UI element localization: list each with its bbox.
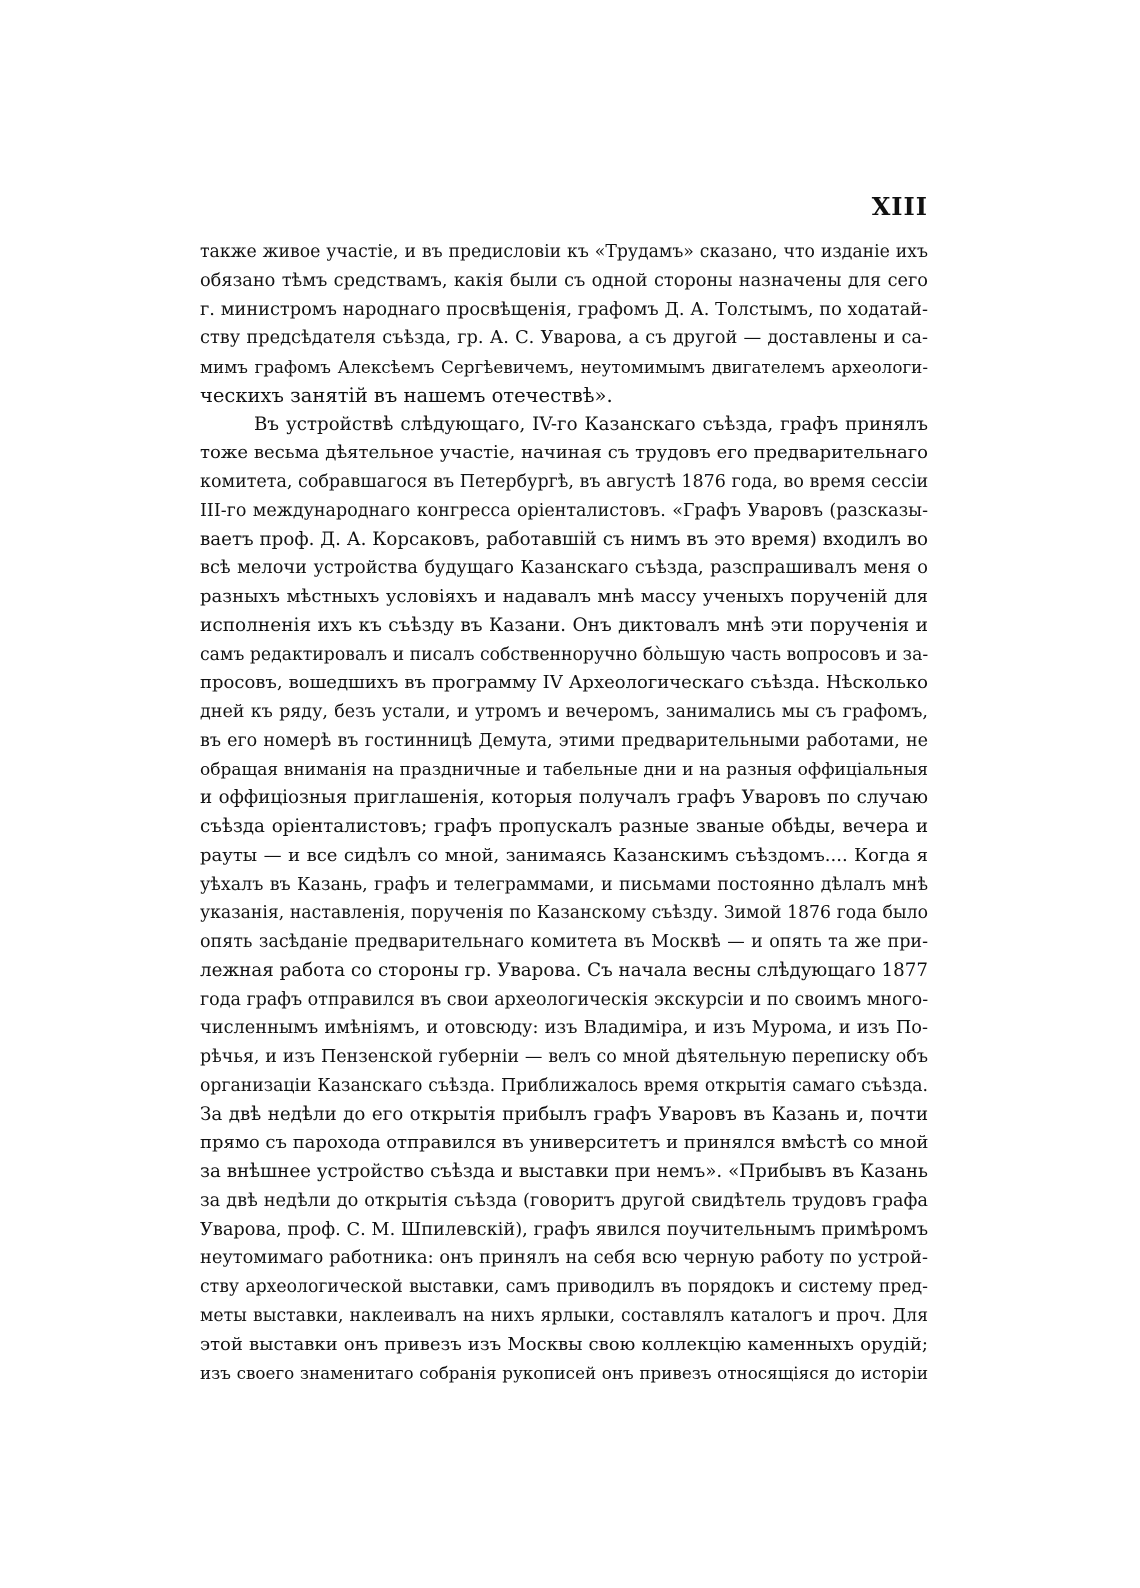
text-line: обращая вниманія на праздничные и табельные дни и на разныя оффиціальныя	[200, 759, 928, 780]
text-line: За двѣ недѣли до его открытія прибылъ графъ Уваровъ въ Казань и, почти	[200, 1103, 928, 1125]
text-line: исполненія ихъ къ съѣзду въ Казани. Онъ диктовалъ мнѣ эти порученія и	[200, 614, 928, 636]
text-line: Уварова, проф. С. М. Шпилевскій), графъ явился поучительнымъ примѣромъ	[200, 1219, 928, 1240]
text-line: прямо съ парохода отправился въ университетъ и принялся вмѣстѣ со мной	[200, 1132, 928, 1154]
text-line: уѣхалъ въ Казань, графъ и телеграммами, и письмами постоянно дѣлалъ мнѣ	[200, 874, 928, 895]
text-line: за внѣшнее устройство съѣзда и выставки при немъ». «Прибывъ въ Казань	[200, 1161, 928, 1182]
text-line: просовъ, вошедшихъ въ программу IV Археологическаго съѣзда. Нѣсколько	[200, 672, 928, 694]
text-line: меты выставки, наклеивалъ на нихъ ярлыки, составлялъ каталогъ и проч. Для	[200, 1305, 928, 1326]
text-line: организаціи Казанскаго съѣзда. Приближалось время открытія самаго съѣзда.	[200, 1075, 928, 1096]
text-line: обязано тѣмъ средствамъ, какія были съ одной стороны назначены для сего	[200, 270, 928, 291]
text-line: всѣ мелочи устройства будущаго Казанскаго съѣзда, разспрашивалъ меня о	[200, 558, 928, 579]
text-line: также живое участіе, и въ предисловіи къ «Трудамъ» сказано, что изданіе ихъ	[200, 242, 928, 262]
text-line: комитета, собравшагося въ Петербургѣ, въ августѣ 1876 года, во время сессіи	[200, 472, 928, 492]
text-line: изъ своего знаменитаго собранія рукописей онъ привезъ относящіяся до исторіи	[200, 1363, 928, 1384]
text-line: тоже весьма дѣятельное участіе, начиная съ трудовъ его предварительнаго	[200, 442, 928, 464]
text-line: въ его номерѣ въ гостинницѣ Демута, этими предварительными работами, не	[200, 730, 928, 751]
paragraph-start-line: Въ устройствѣ слѣдующаго, IV-го Казанскаго съѣзда, графъ принялъ	[254, 413, 928, 435]
text-line: мимъ графомъ Алексѣемъ Сергѣевичемъ, неутомимымъ двигателемъ археологи-	[200, 357, 928, 377]
text-line: и оффиціозныя приглашенія, которыя получалъ графъ Уваровъ по случаю	[200, 787, 928, 809]
text-line: опять засѣданіе предварительнаго комитета въ Москвѣ — и опять та же при-	[200, 932, 928, 952]
text-line: рѣчья, и изъ Пензенской губерніи — велъ со мной дѣятельную переписку объ	[200, 1047, 928, 1067]
text-line: рауты — и все сидѣлъ со мной, занимаясь Казанскимъ съѣздомъ.... Когда я	[200, 844, 928, 866]
text-line: указанія, наставленія, порученія по Казанскому съѣзду. Зимой 1876 года было	[200, 903, 928, 924]
text-line: г. министромъ народнаго просвѣщенія, графомъ Д. А. Толстымъ, по ходатай-	[200, 299, 928, 320]
body-text	[200, 238, 928, 1388]
text-line: разныхъ мѣстныхъ условіяхъ и надавалъ мнѣ массу ученыхъ порученій для	[200, 586, 928, 607]
paragraph-end-line: ческихъ занятій въ нашемъ отечествѣ».	[200, 383, 613, 407]
text-line: неутомимаго работника: онъ принялъ на себя всю черную работу по устрой-	[200, 1248, 928, 1269]
text-line: ству археологической выставки, самъ приводилъ въ порядокъ и систему пред-	[200, 1277, 928, 1297]
text-line: самъ редактировалъ и писалъ собственноручно бо̀льшую часть вопросовъ и за-	[200, 644, 928, 665]
page-number: XIII	[871, 192, 928, 221]
text-line: съѣзда оріенталистовъ; графъ пропускалъ разные званые обѣды, вечера и	[200, 816, 928, 837]
text-line: ваетъ проф. Д. А. Корсаковъ, работавшій съ нимъ въ это время) входилъ во	[200, 528, 928, 550]
text-line: этой выставки онъ привезъ изъ Москвы свою коллекцію каменныхъ орудій;	[200, 1333, 928, 1355]
text-line: за двѣ недѣли до открытія съѣзда (говоритъ другой свидѣтель трудовъ графа	[200, 1190, 928, 1211]
text-line: III-го международнаго конгресса оріенталистовъ. «Графъ Уваровъ (разсказы-	[200, 500, 928, 521]
text-line: дней къ ряду, безъ устали, и утромъ и вечеромъ, занимались мы съ графомъ,	[200, 702, 928, 722]
text-line: лежная работа со стороны гр. Уварова. Съ начала весны слѣдующаго 1877	[200, 959, 928, 981]
text-line: численнымъ имѣніямъ, и отовсюду: изъ Владиміра, и изъ Мурома, и изъ По-	[200, 1018, 928, 1039]
text-line: года графъ отправился въ свои археологическія экскурсіи и по своимъ много-	[200, 989, 928, 1010]
text-line: ству предсѣдателя съѣзда, гр. А. С. Уварова, а съ другой — доставлены и са-	[200, 328, 928, 349]
